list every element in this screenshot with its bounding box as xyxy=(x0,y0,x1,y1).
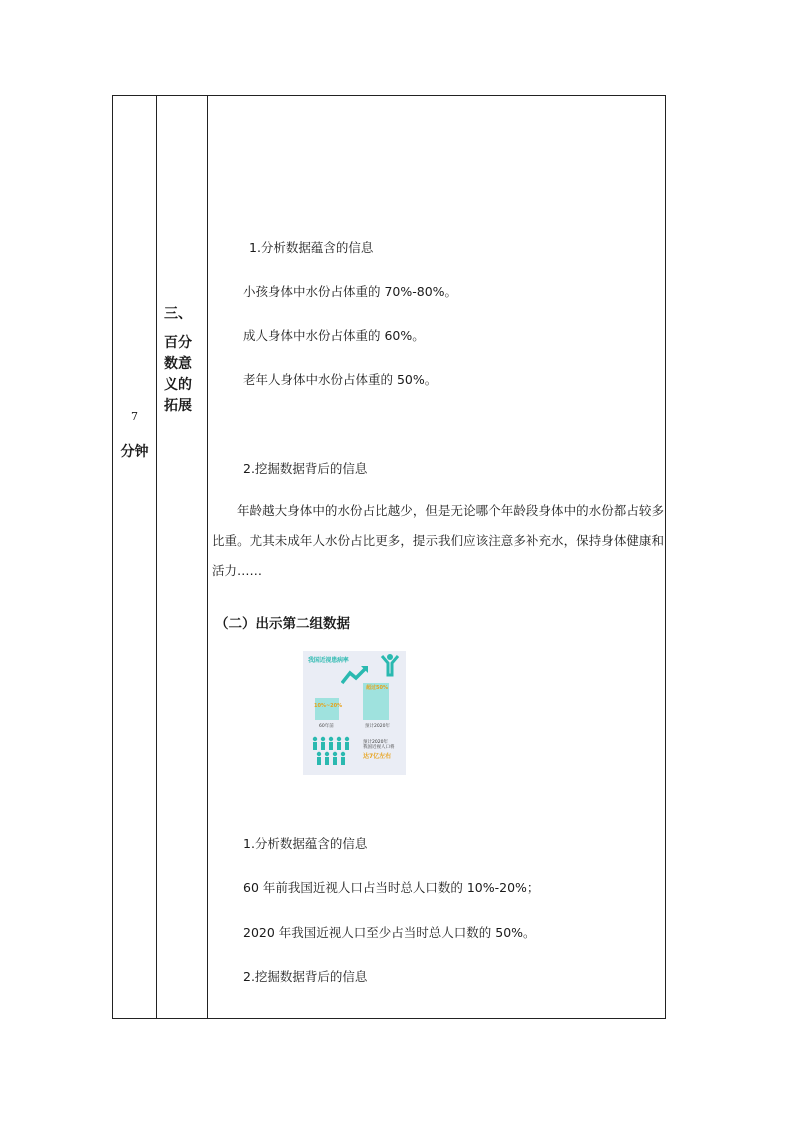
column-divider xyxy=(207,96,208,1018)
section-title: 百分数意义的拓展 xyxy=(164,335,192,414)
bar2-label: 预计2020年 xyxy=(365,724,390,729)
bar1-label: 60年前 xyxy=(319,724,334,729)
analysis-paragraph: 年龄越大身体中的水份占比越少，但是无论哪个年龄段身体中的水份都占较多比重。尤其未成年人水份占比更多，提示我们应该注意多补充水，保持身体健康和活力…… xyxy=(212,503,664,578)
fact-60-years-ago: 60 年前我国近视人口占当时总人口数的 10%-20%； xyxy=(243,880,540,895)
myopia-infographic xyxy=(303,651,406,775)
section-number: 三、 xyxy=(164,306,192,322)
bar2-value: 超过50% xyxy=(366,685,388,691)
fact-child-water: 小孩身体中水份占体重的 70%-80%。 xyxy=(243,284,458,299)
step2-heading: 2.挖掘数据背后的信息 xyxy=(243,969,368,984)
infographic-highlight: 达7亿左右 xyxy=(363,753,392,760)
time-unit: 分钟 xyxy=(120,444,149,460)
infographic-note: 预计2020年 我国近视人口将 xyxy=(363,740,395,750)
fact-elderly-water: 老年人身体中水份占体重的 50%。 xyxy=(243,372,438,387)
column-divider xyxy=(156,96,157,1018)
lesson-table xyxy=(112,95,666,1019)
step2-heading: 2.挖掘数据背后的信息 xyxy=(243,461,368,476)
person-cheering-icon xyxy=(380,653,400,677)
crowd-icon xyxy=(311,736,359,768)
fact-adult-water: 成人身体中水份占体重的 60%。 xyxy=(243,328,425,343)
time-number: 7 xyxy=(131,410,138,423)
fact-2020: 2020 年我国近视人口至少占当时总人口数的 50%。 xyxy=(243,925,536,940)
bar-60-years-ago xyxy=(315,698,339,720)
bar1-value: 10%~20% xyxy=(314,703,343,709)
step1-heading: 1.分析数据蕴含的信息 xyxy=(243,836,368,851)
step1-heading: 1.分析数据蕴含的信息 xyxy=(249,240,374,255)
trend-arrow-icon xyxy=(341,665,369,685)
group2-heading: （二）出示第二组数据 xyxy=(215,616,350,632)
infographic-title: 我国近视患病率 xyxy=(308,657,349,664)
